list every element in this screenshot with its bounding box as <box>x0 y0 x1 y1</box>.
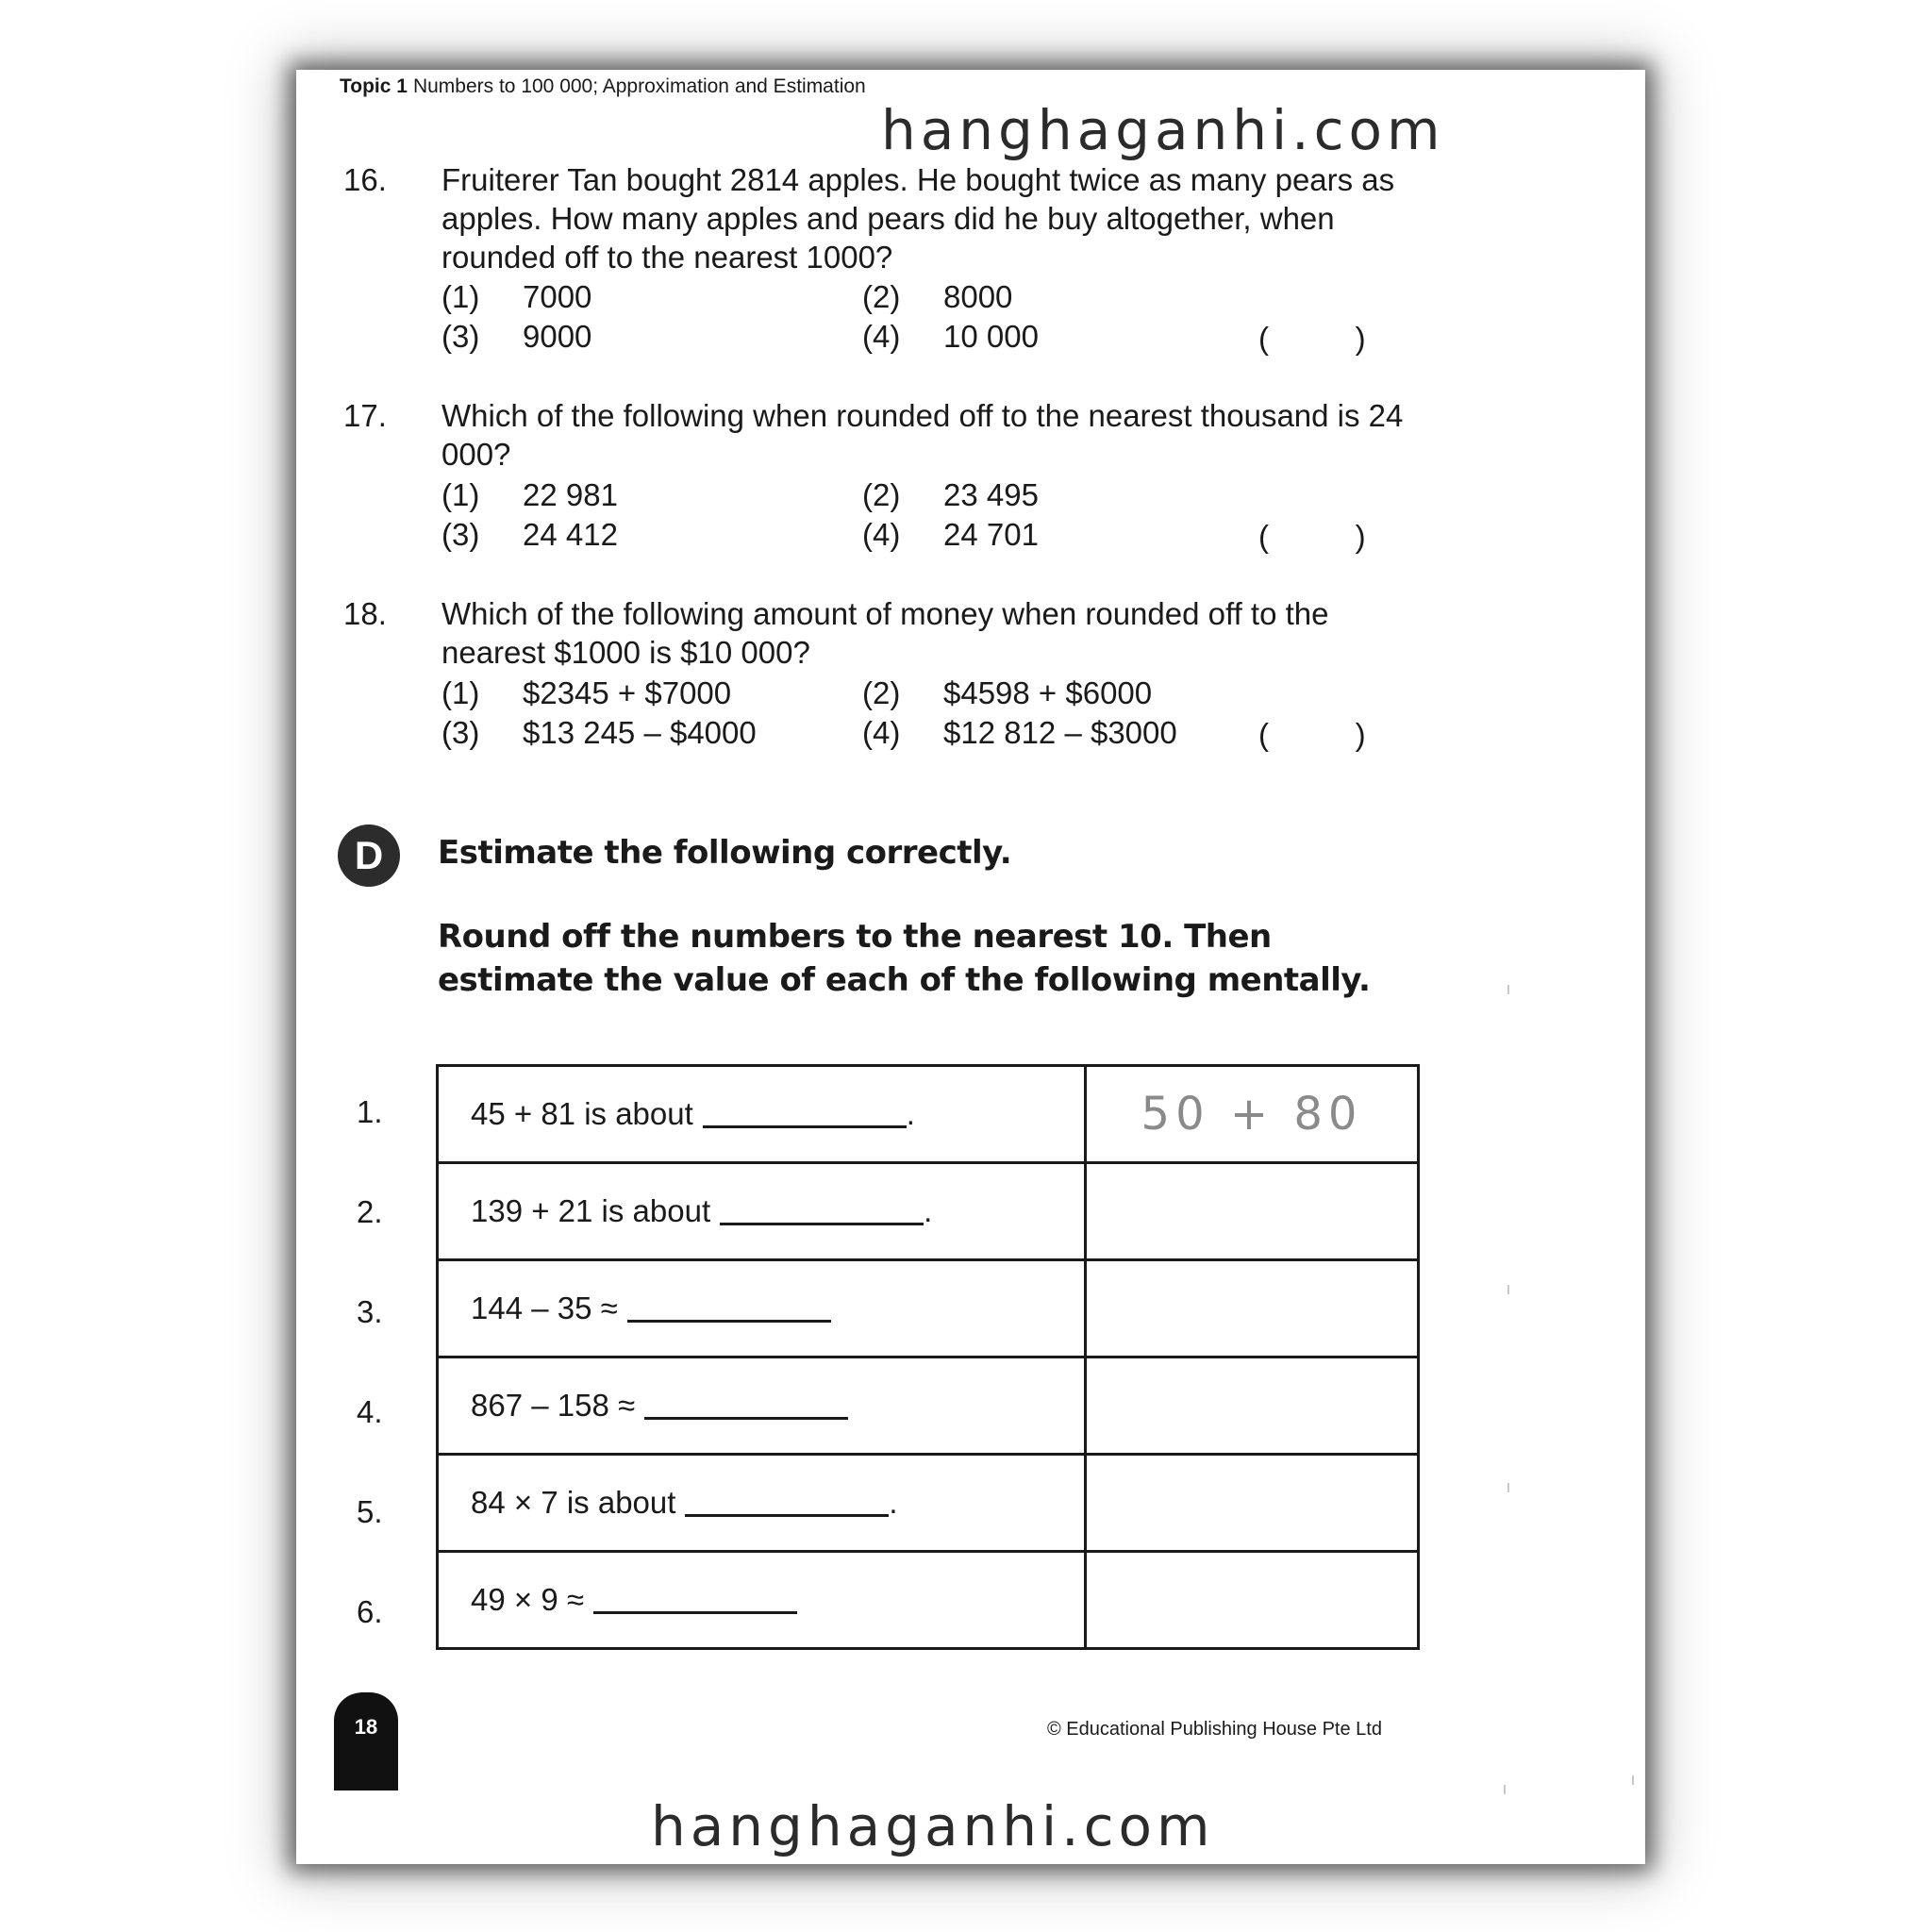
row-3-working[interactable] <box>1086 1260 1419 1357</box>
question-16-option-2: (2) 8000 <box>862 279 1013 314</box>
answer-blank[interactable] <box>685 1514 889 1517</box>
row-2-question: 139 + 21 is about . <box>438 1163 1086 1260</box>
scan-speck <box>1507 1483 1509 1492</box>
row-6-number: 6. <box>357 1594 383 1629</box>
row-5-working[interactable] <box>1086 1455 1419 1552</box>
question-16-option-1: (1) 7000 <box>441 279 592 314</box>
row-1-working[interactable]: 50 + 80 <box>1086 1066 1419 1163</box>
question-18-answer-box[interactable]: ( ) <box>1258 717 1366 752</box>
table-row <box>438 1066 1419 1163</box>
row-3-number: 3. <box>357 1294 383 1329</box>
row-4-question: 867 – 158 ≈ <box>438 1357 1086 1455</box>
question-17-option-4: (4) 24 701 <box>862 517 1039 552</box>
question-16-option-3: (3) 9000 <box>441 319 592 354</box>
row-2-number: 2. <box>357 1194 383 1229</box>
table-row <box>438 1357 1419 1455</box>
table-row <box>438 1455 1419 1552</box>
estimation-table <box>436 1064 1420 1650</box>
question-17-answer-box[interactable]: ( ) <box>1258 519 1366 554</box>
section-d-badge: D <box>338 824 400 887</box>
scan-speck <box>1507 1285 1509 1294</box>
answer-blank[interactable] <box>593 1611 797 1614</box>
row-5-number: 5. <box>357 1494 383 1529</box>
table-row <box>438 1552 1419 1649</box>
row-5-question: 84 × 7 is about . <box>438 1455 1086 1552</box>
topic-label: Topic 1 <box>340 75 408 97</box>
question-17-text: Which of the following when rounded off to the nearest thousand is 24 000? <box>441 398 1404 472</box>
question-16-text: Fruiterer Tan bought 2814 apples. He bought twice as many pears as apples. How many apples and pears did he buy altogether, when rounded off to the nearest 1000? <box>441 162 1395 275</box>
answer-blank[interactable] <box>703 1125 907 1128</box>
scan-speck <box>1504 1785 1506 1794</box>
row-4-number: 4. <box>357 1394 383 1429</box>
question-17-number: 17. <box>343 398 387 433</box>
topic-title: Numbers to 100 000; Approximation and Estimation <box>412 75 866 97</box>
question-18-option-4: (4) $12 812 – $3000 <box>862 715 1177 750</box>
watermark-top: hanghaganhi.com <box>881 98 1445 162</box>
page-header <box>340 75 866 98</box>
scan-speck <box>1507 985 1509 994</box>
question-16-answer-box[interactable]: ( ) <box>1258 321 1366 356</box>
question-16-option-4: (4) 10 000 <box>862 319 1039 354</box>
answer-blank[interactable] <box>627 1320 831 1323</box>
question-18-option-2: (2) $4598 + $6000 <box>862 675 1153 710</box>
section-d-title: Estimate the following correctly. <box>438 834 1012 872</box>
copyright-notice: © Educational Publishing House Pte Ltd <box>1047 1719 1382 1740</box>
question-18-option-1: (1) $2345 + $7000 <box>441 675 732 710</box>
answer-blank[interactable] <box>720 1223 924 1225</box>
question-17-option-1: (1) 22 981 <box>441 477 618 512</box>
watermark-bottom: hanghaganhi.com <box>651 1794 1215 1858</box>
row-2-working[interactable] <box>1086 1163 1419 1260</box>
section-d-instruction: Round off the numbers to the nearest 10. Then estimate the value of each of the following mentally. <box>438 918 1371 999</box>
table-row <box>438 1163 1419 1260</box>
row-6-question: 49 × 9 ≈ <box>438 1552 1086 1649</box>
question-17-option-3: (3) 24 412 <box>441 517 618 552</box>
page-number-tab: 18 <box>334 1692 398 1790</box>
row-1-number: 1. <box>357 1094 383 1129</box>
question-18-option-3: (3) $13 245 – $4000 <box>441 715 757 750</box>
question-18-text: Which of the following amount of money when rounded off to the nearest $1000 is $10 000? <box>441 596 1329 670</box>
question-18-number: 18. <box>343 596 387 631</box>
table-row <box>438 1260 1419 1357</box>
question-16-number: 16. <box>343 162 387 197</box>
question-17-option-2: (2) 23 495 <box>862 477 1039 512</box>
worksheet-page <box>296 70 1645 1864</box>
row-6-working[interactable] <box>1086 1552 1419 1649</box>
answer-blank[interactable] <box>644 1417 848 1420</box>
row-1-question: 45 + 81 is about . <box>438 1066 1086 1163</box>
scan-speck <box>1632 1775 1634 1785</box>
row-4-working[interactable] <box>1086 1357 1419 1455</box>
row-3-question: 144 – 35 ≈ <box>438 1260 1086 1357</box>
